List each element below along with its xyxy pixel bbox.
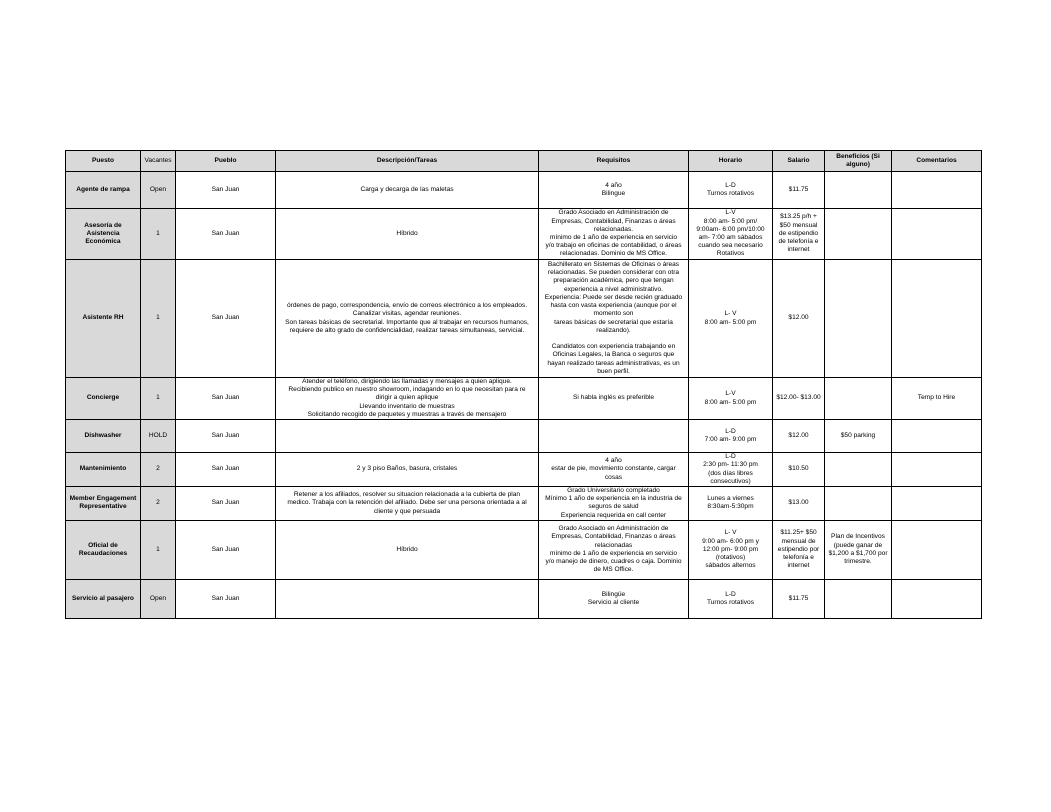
cell-vacantes: 1	[141, 260, 176, 378]
cell-vacantes: Open	[141, 172, 176, 209]
cell-requisitos: Grado Universitario completado Mínimo 1 año de experiencia en la industria de seguros de salud Experiencia requerida en call center	[539, 487, 689, 521]
cell-pueblo: San Juan	[176, 420, 276, 453]
table-row	[66, 520, 982, 579]
cell-vacantes: 1	[141, 209, 176, 260]
cell-beneficios	[825, 453, 892, 487]
header-puesto: Puesto	[66, 151, 141, 172]
cell-pueblo: San Juan	[176, 378, 276, 420]
cell-vacantes: 2	[141, 453, 176, 487]
cell-requisitos: Grado Asociado en Administración de Empresas, Contabilidad, Finanzas o áreas relacionadas mínimo de 1 año de experiencia en servicio y/o manejo de dinero, cuadres o caja. Dominio de MS Office.	[539, 520, 689, 579]
cell-puesto: Concierge	[66, 378, 141, 420]
cell-horario: L- V 9:00 am- 6:00 pm y 12:00 pm- 9:00 pm (rotativos) sábados alternos	[689, 520, 773, 579]
table-row	[66, 420, 982, 453]
cell-beneficios	[825, 378, 892, 420]
header-requisitos: Requisitos	[539, 151, 689, 172]
header-salario: Salario	[773, 151, 825, 172]
cell-pueblo: San Juan	[176, 260, 276, 378]
cell-salario: $11.75	[773, 579, 825, 618]
cell-requisitos: Grado Asociado en Administración de Empresas, Contabilidad, Finanzas o áreas relacionadas. mínimo de 1 año de experiencia en servicio y/o trabajo en oficinas de contabilidad, o áreas relacionadas. Dominio de MS Office.	[539, 209, 689, 260]
cell-comentarios: Temp to Hire	[892, 378, 982, 420]
table-row	[66, 378, 982, 420]
cell-horario: L-V 8:00 am- 5:00 pm/ 9:00am- 6:00 pm/10:00 am- 7:00 am sábados cuando sea necesario Rotativos	[689, 209, 773, 260]
cell-comentarios	[892, 172, 982, 209]
cell-vacantes: 1	[141, 520, 176, 579]
header-vacantes: Vacantes	[141, 151, 176, 172]
cell-beneficios	[825, 579, 892, 618]
cell-puesto: Asesoría de Asistencia Económica	[66, 209, 141, 260]
header-pueblo: Pueblo	[176, 151, 276, 172]
cell-comentarios	[892, 487, 982, 521]
cell-descripcion: 2 y 3 piso Baños, basura, cristales	[276, 453, 539, 487]
cell-horario: L-D Turnos rotativos	[689, 579, 773, 618]
cell-pueblo: San Juan	[176, 520, 276, 579]
table-row	[66, 172, 982, 209]
table-row	[66, 487, 982, 521]
header-horario: Horario	[689, 151, 773, 172]
cell-requisitos: 4 año Bilingue	[539, 172, 689, 209]
cell-descripcion: Carga y decarga de las maletas	[276, 172, 539, 209]
cell-vacantes: 2	[141, 487, 176, 521]
cell-descripcion: Atender el teléfono, dirigiendo las llamadas y mensajes a quien aplique. Recibiendo publico en nuestro showroom, indagando en lo que necesitan para re dirigir a quien aplique Llevando inventario de muestras Solicitando recogido de paquetes y muestras a través de mensajero	[276, 378, 539, 420]
cell-beneficios: $50 parking	[825, 420, 892, 453]
cell-requisitos: Si habla inglés es preferible	[539, 378, 689, 420]
cell-descripcion: Retener a los afiliados, resolver su situacion relacionada a la cubierta de plan medico. Trabaja con la retención del afiliado. Debe ser una persona orientada a al cliente y que persuada	[276, 487, 539, 521]
cell-vacantes: Open	[141, 579, 176, 618]
cell-horario: L-D Turnos rotativos	[689, 172, 773, 209]
cell-vacantes: HOLD	[141, 420, 176, 453]
cell-beneficios	[825, 172, 892, 209]
cell-salario: $12.00- $13.00	[773, 378, 825, 420]
cell-beneficios	[825, 209, 892, 260]
cell-requisitos: 4 año estar de pie, movimiento constante, cargar cosas	[539, 453, 689, 487]
cell-pueblo: San Juan	[176, 209, 276, 260]
cell-descripcion: Híbrido	[276, 520, 539, 579]
cell-beneficios: Plan de Incentivos (puede ganar de $1,200 a $1,700 por trimestre.	[825, 520, 892, 579]
cell-puesto: Agente de rampa	[66, 172, 141, 209]
cell-comentarios	[892, 420, 982, 453]
table-row	[66, 209, 982, 260]
cell-requisitos	[539, 420, 689, 453]
cell-horario: L-D 7:00 am- 9:00 pm	[689, 420, 773, 453]
cell-horario: Lunes a viernes 8:30am-5:30pm	[689, 487, 773, 521]
cell-descripcion	[276, 420, 539, 453]
table-row	[66, 453, 982, 487]
header-comentarios: Comentarios	[892, 151, 982, 172]
cell-puesto: Servicio al pasajero	[66, 579, 141, 618]
table-row	[66, 579, 982, 618]
table-row	[66, 260, 982, 378]
header-descripcion: Descripción/Tareas	[276, 151, 539, 172]
cell-descripcion: Híbrido	[276, 209, 539, 260]
cell-salario: $13.25 p/h + $50 mensual de estipendio de telefonía e internet	[773, 209, 825, 260]
cell-descripcion	[276, 579, 539, 618]
cell-puesto: Asistente RH	[66, 260, 141, 378]
cell-beneficios	[825, 487, 892, 521]
cell-beneficios	[825, 260, 892, 378]
cell-vacantes: 1	[141, 378, 176, 420]
cell-comentarios	[892, 453, 982, 487]
cell-comentarios	[892, 520, 982, 579]
cell-horario: L-V 8:00 am- 5:00 pm	[689, 378, 773, 420]
cell-horario: L- V 8:00 am- 5:00 pm	[689, 260, 773, 378]
cell-salario: $10.50	[773, 453, 825, 487]
job-vacancies-table	[65, 150, 982, 619]
cell-pueblo: San Juan	[176, 453, 276, 487]
cell-descripcion: órdenes de pago, correspondencia, envío de correos electrónico a los empleados. Canalizar visitas, agendar reuniones. Son tareas básicas de secretarial. Importante que al trabajar en recursos humanos, requiere de alto grado de confidencialidad, realizar tareas simultaneas, servicial.	[276, 260, 539, 378]
cell-comentarios	[892, 579, 982, 618]
cell-puesto: Member Engagement Representative	[66, 487, 141, 521]
header-beneficios: Beneficios (Si alguno)	[825, 151, 892, 172]
cell-horario: L-D 2:30 pm- 11:30 pm (dos días libres consecutivos)	[689, 453, 773, 487]
cell-pueblo: San Juan	[176, 579, 276, 618]
cell-requisitos: Bachillerato en Sistemas de Oficinas o áreas relacionadas. Se pueden considerar con otra preparación académica, pero que tengan experiencia a nivel administrativo. Experiencia: Puede ser desde recién graduado hasta con vasta experiencia (aunque por el momento son tareas básicas de secretarial que estaría realizando). Candidatos con experiencia trabajando en Oficinas Legales, la Banca o seguros que hayan realizado tareas administrativas, es un buen perfil.	[539, 260, 689, 378]
cell-puesto: Mantenimiento	[66, 453, 141, 487]
cell-puesto: Dishwasher	[66, 420, 141, 453]
header-row	[66, 151, 982, 172]
cell-salario: $12.00	[773, 420, 825, 453]
cell-salario: $11.25+ $50 mensual de estipendio por telefonía e internet	[773, 520, 825, 579]
cell-salario: $13.00	[773, 487, 825, 521]
cell-pueblo: San Juan	[176, 487, 276, 521]
cell-comentarios	[892, 209, 982, 260]
cell-comentarios	[892, 260, 982, 378]
cell-requisitos: Bilingüe Servicio al cliente	[539, 579, 689, 618]
cell-salario: $12.00	[773, 260, 825, 378]
cell-puesto: Oficial de Recaudaciones	[66, 520, 141, 579]
cell-pueblo: San Juan	[176, 172, 276, 209]
cell-salario: $11.75	[773, 172, 825, 209]
